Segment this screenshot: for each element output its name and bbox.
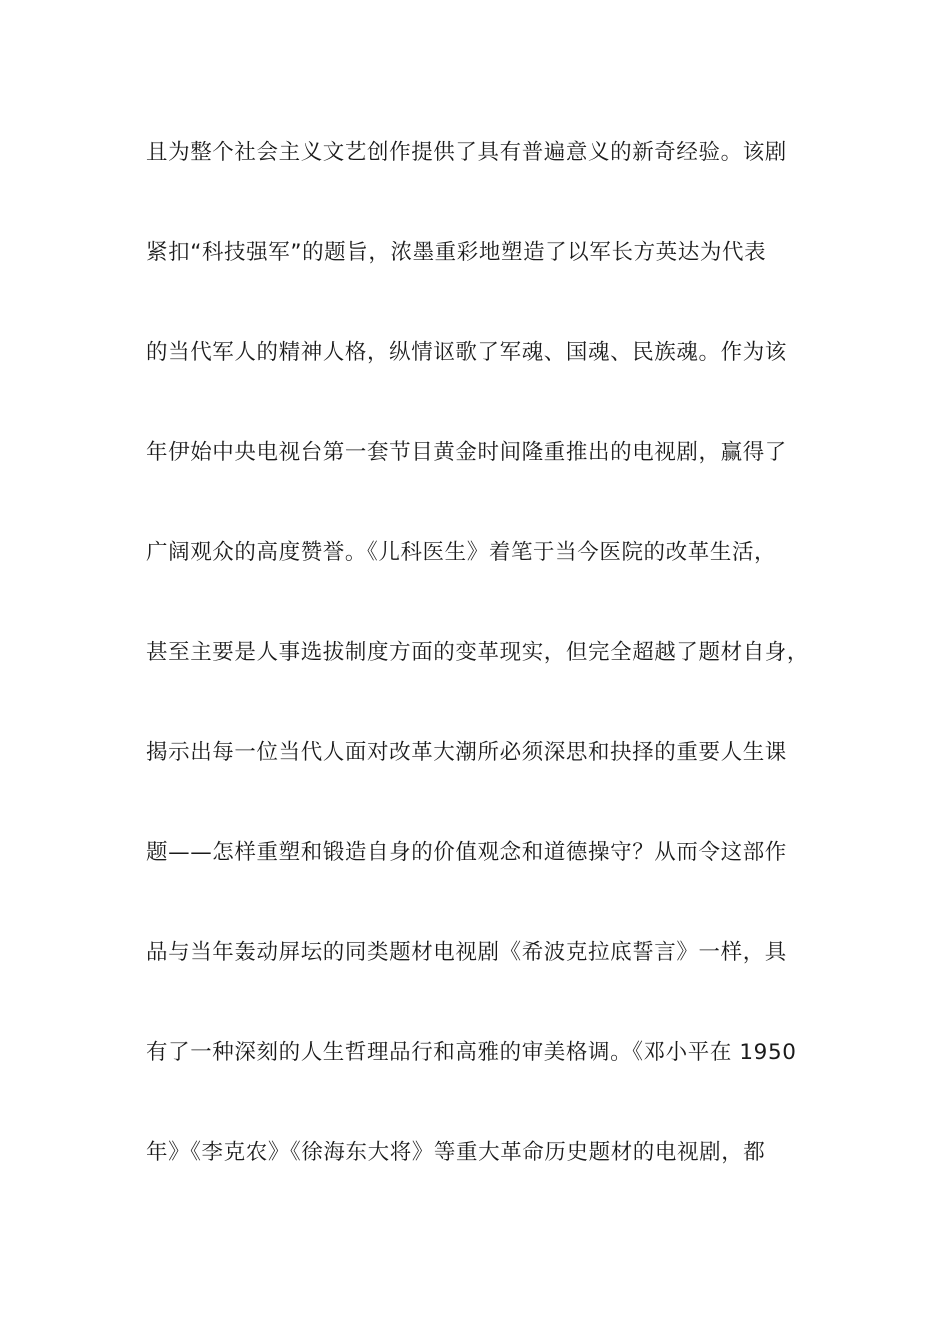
text-line-2: 紧扣“科技强军”的题旨，浓墨重彩地塑造了以军长方英达为代表 <box>146 240 767 265</box>
text-line-9: 品与当年轰动屏坛的同类题材电视剧《希波克拉底誓言》一样，具 <box>146 940 787 965</box>
text-line-11: 年》《李克农》《徐海东大将》等重大革命历史题材的电视剧，都 <box>146 1140 766 1165</box>
text-line-10: 有了一种深刻的人生哲理品行和高雅的审美格调。《邓小平在 1950 <box>146 1040 797 1065</box>
text-line-7: 揭示出每一位当代人面对改革大潮所必须深思和抉择的重要人生课 <box>146 740 787 765</box>
text-line-8: 题——怎样重塑和锻造自身的价值观念和道德操守？从而令这部作 <box>146 840 787 865</box>
text-line-4: 年伊始中央电视台第一套节目黄金时间隆重推出的电视剧，赢得了 <box>146 440 787 465</box>
text-line-5: 广阔观众的高度赞誉。《儿科医生》着笔于当今医院的改革生活， <box>146 540 777 565</box>
text-line-3: 的当代军人的精神人格，纵情讴歌了军魂、国魂、民族魂。作为该 <box>146 340 787 365</box>
text-line-1: 且为整个社会主义文艺创作提供了具有普遍意义的新奇经验。该剧 <box>146 140 787 165</box>
body-text <box>146 133 826 1233</box>
text-line-6: 甚至主要是人事选拔制度方面的变革现实，但完全超越了题材自身， <box>146 640 810 665</box>
